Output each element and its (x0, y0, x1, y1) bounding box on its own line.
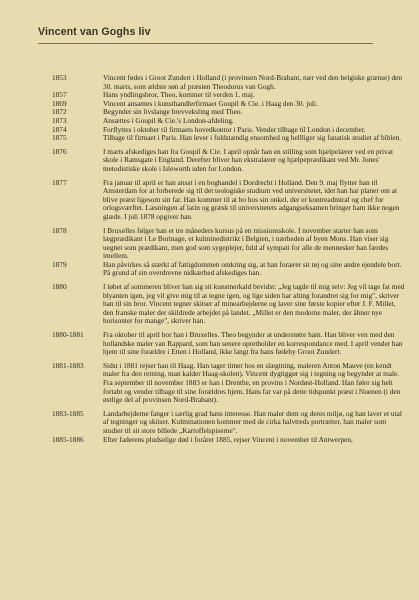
timeline-entry (52, 148, 405, 174)
timeline-entry (52, 331, 405, 357)
entry-year: 1876 (52, 146, 67, 156)
entry-year: 1877 (52, 177, 67, 187)
entry-text: Forflyttes i oktober til firmaets hovedkontor i Paris. Vender tilbage til London i december. (103, 124, 366, 134)
entry-year: 1885-1886 (52, 434, 84, 444)
entry-year: 1879 (52, 259, 67, 269)
entry-year: 1880 (52, 282, 67, 292)
entry-text: Vincent fødes i Groot Zundert i Holland (i provinsen Nord-Brabant, nær ved den belgiske grænse) den 30. marts, som ældste søn af præsten Theodorus van Gogh. (103, 73, 403, 91)
entry-text: Ansættes i Goupil & Cie.'s London-afdeling. (103, 115, 234, 125)
timeline (52, 74, 405, 444)
timeline-entry (52, 410, 405, 436)
entry-text: Hans yndlingsbror, Theo, kommer til verden 1. maj. (103, 90, 255, 100)
timeline-entry (52, 74, 405, 91)
timeline-entry (52, 283, 405, 326)
entry-text: Han påvirkes så stærkt af fattigdommen omkring sig, at han forærer sit tøj og sine andre ejendele bort. På grund af sin overdrevne nidkærhed afskediges han. (103, 259, 402, 278)
entry-text: Vincent ansættes i kunsthandlerfirmaet Goupil & Cie. i Haag den 30. juli. (103, 98, 318, 108)
entry-year: 1853 (52, 73, 67, 82)
entry-text: I løbet af sommeren bliver han sig sit kunstnerkald bevidst: „Jeg tagde til mig selv: Jeg vil tage fat med blyanten igen, jeg vil give mig til at tegne igen, og lige siden har alting forandret sig for mig", skriver han til sin bror. Vincent tegner skitser af minearbejderne og laver sine første kopier efter J. F. Millet, den franske maler der skildrede arbejdet på landet. „Millet er den moderne maler, der åbner nye horisonter for mange", skriver han. (103, 282, 405, 326)
timeline-entry (52, 179, 405, 222)
timeline-entry (52, 362, 405, 405)
entry-year: 1880-1881 (52, 330, 84, 340)
entry-year: 1857 (52, 90, 67, 100)
page-title: Vincent van Goghs liv (38, 26, 151, 38)
entry-year: 1875 (52, 133, 67, 143)
timeline-entry (52, 134, 405, 143)
entry-text: Efter faderens pludselige død i foråret 1885, rejser Vincent i november til Antwerpen, (103, 434, 353, 444)
entry-text: Landarbejderne fanger i særlig grad hans interesse. Han maler dem og deres miljø, og han laver et utal af tegninger og skitser. Kulminationen kommer med de cirka halvtreds portrætter, han maler som studier til sit store billede „Kartoffelspiserne". (103, 408, 402, 435)
title-underline (38, 43, 373, 44)
entry-year: 1881-1883 (52, 360, 84, 370)
entry-year: 1883-1885 (52, 408, 84, 418)
timeline-entry (52, 227, 405, 261)
entry-year: 1878 (52, 225, 67, 235)
entry-text: Sidst i 1881 rejser han til Haag. Han tager timer hos en slægtning, maleren Anton Mauve (en kendt maler fra den retning, man kalder Haag-skolen). Vincent dygtiggør sig i tegning og begynder at male. Fra september til november 1883 er han i Drenthe, en provins i Nordøst-Holland. Han føler sig helt fortabt og vender tilbage til sine forældres hjem. Hans far var på dette tidspunkt præst i Nuenen (i den østlige del af provinsen Nord-Brabant). (103, 360, 401, 405)
entry-text: Tilbage til firmaet i Paris. Han lever i fuldstændig ensomhed og hellliger sig fanatisk studiet af biblen. (103, 133, 402, 143)
entry-text: I Bruxelles følger han et tre måneders kursus på en missionsskole. I november starter han som lægprædikant i Le Borinage, et kulminedistrikt i Belgien, i nærheden af byen Mons. Han viser sig uegnet som prædikant, men god som sygeplejer, fuld af sympati for alle de mennesker han færdes imellem. (103, 225, 389, 261)
timeline-entry (52, 261, 405, 278)
timeline-entry (52, 436, 405, 445)
entry-text: Begynder sin livslange brevveksling med Theo. (103, 107, 243, 117)
entry-text: Fra januar til april er han ansat i en boghandel i Dordrecht i Holland. Den 9. maj flytter han til Amsterdam for at forberede sig til det teologiske studium ved universitetet, idet han har planer om at blive præst ligesom sin far. Han kommer til at bo hos sin onkel, der er kontreadmiral og chef for orlogsværftet. Læsningen af latin og græsk til universitetets adgangseksamen bringer ham ikke nogen glæde. I juli 1878 opgiver han. (103, 177, 400, 221)
entry-year: 1869 (52, 98, 67, 108)
entry-year: 1872 (52, 107, 67, 117)
entry-text: I marts afskediges han fra Goupil & Cie. I april opnår han en stilling som hjælpelærer ved en privat skole i Ramsgate i England. Derefter bliver han ekstralærer og hjælpeprædikant ved Mr. Jones' metodistiske skole i Isleworth uden for London. (103, 146, 393, 173)
entry-year: 1874 (52, 124, 67, 134)
entry-text: Fra oktober til april bor han i Bruxelles. Theo begynder at understøtte ham. Han bliver ven med den hollandske maler van Rappard, som han senere opretholder en korrespondance med. I april vender han hjem til sine forældre i Etten i Holland, ikke langt fra hans fødeby Groot Zundert. (103, 330, 403, 357)
entry-year: 1873 (52, 115, 67, 125)
